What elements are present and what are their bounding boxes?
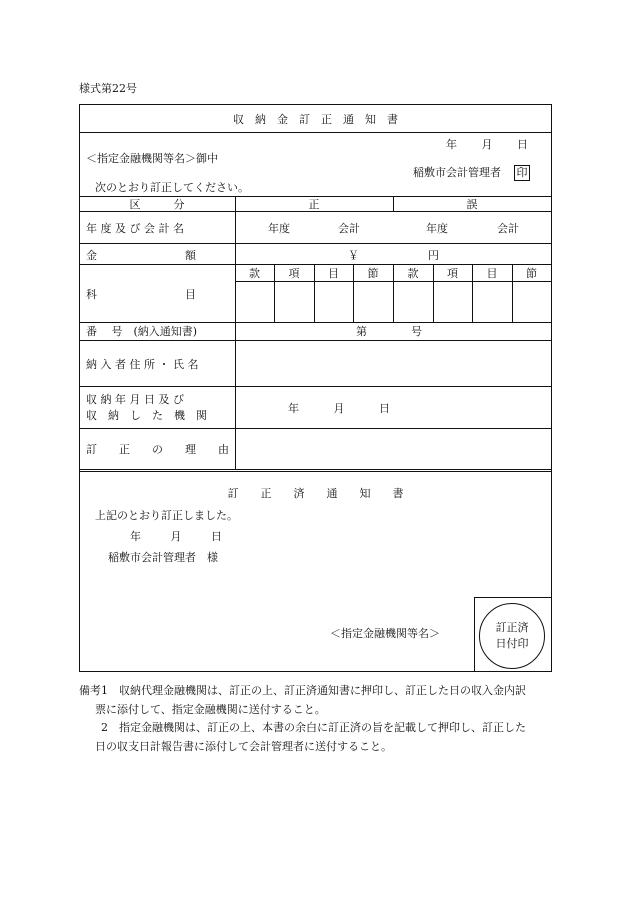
receipt-date-day: 日	[379, 402, 390, 415]
subject-v6	[472, 264, 473, 322]
col-divider-2b	[393, 264, 394, 322]
row-line-8a	[79, 469, 552, 470]
subject-correct-moku: 目	[328, 267, 339, 280]
row-line-2	[79, 243, 552, 244]
completion-text: 上記のとおり訂正しました。	[95, 509, 238, 522]
subject-v3	[353, 264, 354, 322]
stamp-text-1: 訂正済	[495, 621, 529, 634]
subject-v5	[433, 264, 434, 322]
addressee: ＜指定金融機関等名＞御中	[86, 152, 218, 165]
issuer: 稲敷市会計管理者	[413, 166, 501, 179]
title-divider	[79, 132, 552, 133]
row-line-8b	[79, 471, 552, 472]
col-divider-2a	[393, 196, 394, 212]
issue-date	[446, 139, 528, 150]
subject-correct-setsu: 節	[367, 267, 379, 280]
completion-date-month: 月	[170, 530, 182, 543]
completion-title: 訂 正 済 通 知 書	[227, 487, 404, 500]
instruction-text: 次のとおり訂正してください。	[95, 181, 249, 194]
row-line-7	[79, 428, 552, 429]
row-line-1	[79, 211, 552, 212]
note-1-line-1: 備考1 収納代理金融機関は、訂正の上、訂正済通知書に押印し、訂正した日の収入金内訳	[79, 684, 526, 697]
fiscal-year-label-text: 年 度 及 び 会 計 名	[86, 222, 184, 235]
col-divider-1	[235, 196, 236, 470]
note-2-line-2: 日の収支日計報告書に添付して会計管理者に送付すること。	[95, 740, 392, 753]
wrong-account: 会計	[497, 222, 519, 235]
subject-label: 科 目	[86, 288, 196, 301]
completion-institution: ＜指定金融機関等名＞	[330, 627, 440, 640]
stamp-box-top	[474, 597, 552, 598]
document-title: 収 納 金 訂 正 通 知 書	[233, 113, 398, 126]
amount-label: 金 額	[86, 249, 196, 262]
subject-v1	[274, 264, 275, 322]
yen-unit: 円	[428, 249, 439, 262]
table-top	[79, 196, 552, 197]
number-value: 第 号	[356, 325, 422, 338]
subject-wrong-setsu: 節	[526, 267, 537, 280]
subject-wrong-kou: 項	[447, 267, 458, 280]
completion-date-year: 年	[130, 530, 141, 543]
issue-date-year: 年	[446, 138, 457, 151]
header-correct: 正	[308, 198, 320, 211]
note-2-line-1: 2 指定金融機関は、訂正の上、本書の余白に訂正済の旨を記載して押印し、訂正した	[101, 721, 526, 734]
subject-v2	[314, 264, 315, 322]
form-number: 様式第22号	[79, 82, 137, 95]
row-line-3	[79, 264, 552, 265]
row-line-6	[79, 386, 552, 387]
subject-wrong-kan: 款	[407, 267, 419, 280]
completion-recipient: 稲敷市会計管理者 様	[108, 551, 218, 564]
date-stamp-circle	[479, 603, 545, 669]
payer-label: 納 入 者 住 所 ・ 氏 名	[86, 358, 199, 371]
frame-bottom	[79, 671, 552, 672]
receipt-date	[288, 403, 390, 414]
number-label: 番 号 (納入通知書)	[86, 325, 198, 338]
stamp-text-2: 日付印	[495, 637, 529, 650]
receipt-date-year: 年	[288, 402, 299, 415]
wrong-fiscal-year: 年度	[426, 222, 448, 235]
completion-date-day: 日	[211, 530, 222, 543]
receipt-date-month: 月	[333, 402, 345, 415]
reason-label: 訂 正 の 理 由	[86, 443, 229, 456]
frame-right	[551, 104, 552, 672]
subject-correct-kou: 項	[288, 267, 300, 280]
subject-wrong-moku: 目	[486, 267, 498, 280]
yen-mark: ￥	[348, 249, 359, 262]
correct-fiscal-year: 年度	[268, 222, 290, 235]
subject-v7	[512, 264, 513, 322]
header-wrong: 誤	[466, 198, 478, 211]
frame-left	[79, 104, 80, 672]
subject-correct-kan: 款	[249, 267, 260, 280]
issue-date-month: 月	[481, 138, 493, 151]
stamp-box-left	[474, 597, 475, 672]
issue-date-day: 日	[517, 138, 528, 151]
frame-top	[79, 104, 552, 105]
receipt-label-1: 収 納 年 月 日 及 び	[86, 393, 184, 406]
seal-mark: 印	[514, 165, 530, 181]
completion-date	[130, 531, 222, 542]
receipt-label-2: 収 納 し た 機 関	[86, 409, 207, 422]
row-line-4	[79, 322, 552, 323]
note-1-line-2: 票に添付して、指定金融機関に送付すること。	[95, 703, 326, 716]
fiscal-year-label	[86, 223, 228, 234]
row-line-5	[79, 340, 552, 341]
correct-account: 会計	[338, 222, 360, 235]
header-category: 区 分	[129, 198, 185, 211]
